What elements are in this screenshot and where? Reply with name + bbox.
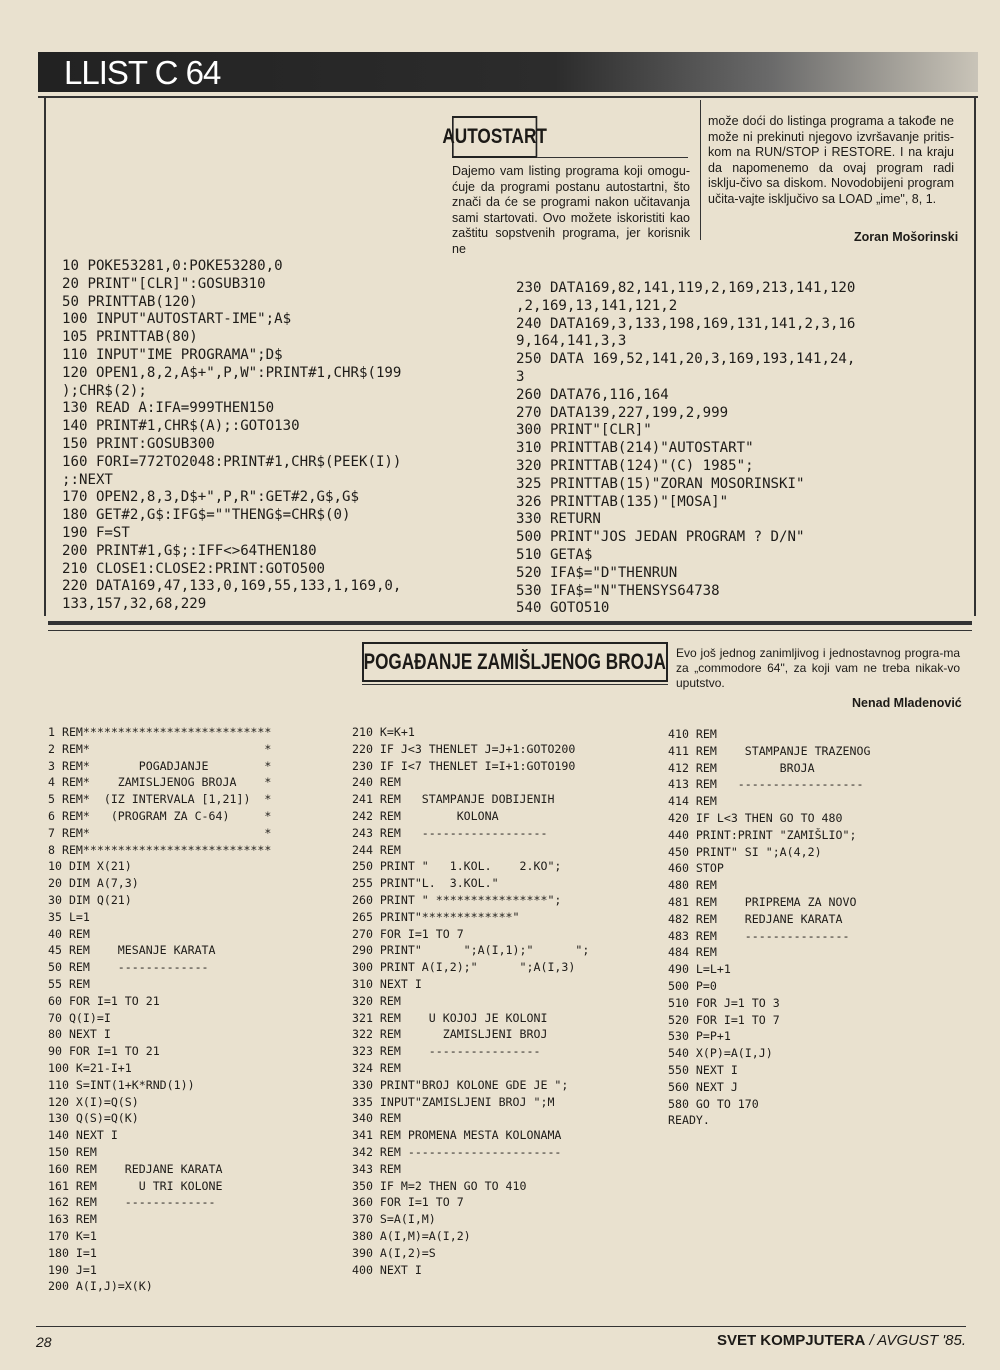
code-line: 520 FOR I=1 TO 7 <box>668 1012 780 1027</box>
code-line: 140 PRINT#1,CHR$(A);:GOTO130 <box>62 418 300 435</box>
autostart-author: Zoran Mošorinski <box>854 230 959 244</box>
code-line: 320 PRINTTAB(124)"(C) 1985"; <box>516 457 754 474</box>
code-line: 3 <box>516 368 525 385</box>
code-line: 420 IF L<3 THEN GO TO 480 <box>668 810 843 825</box>
code-line: 190 J=1 <box>48 1262 97 1277</box>
code-line: 323 REM ---------------- <box>352 1044 541 1059</box>
code-line: 410 REM <box>668 727 717 741</box>
magazine-issue: / AVGUST '85. <box>865 1332 966 1349</box>
code-line: 250 PRINT " 1.KOL. 2.KO"; <box>352 859 562 874</box>
code-line: 270 FOR I=1 TO 7 <box>352 926 464 941</box>
code-line: 244 REM <box>352 842 401 857</box>
code-line: 70 Q(I)=I <box>48 1010 111 1025</box>
code-line: 6 REM* (PROGRAM ZA C-64) * <box>48 808 272 823</box>
code-line: 200 A(I,J)=X(K) <box>48 1279 153 1294</box>
code-line: 161 REM U TRI KOLONE <box>48 1178 223 1193</box>
pogadjanje-headline-text: POGAĐANJE ZAMIŠLJENOG BROJA <box>363 649 667 674</box>
code-line: 4 REM* ZAMISLJENOG BROJA * <box>48 775 272 790</box>
code-line: 90 FOR I=1 TO 21 <box>48 1044 160 1059</box>
code-line: 170 K=1 <box>48 1228 97 1243</box>
code-line: 320 REM <box>352 993 401 1008</box>
code-line: 210 K=K+1 <box>352 725 415 739</box>
code-line: 326 PRINTTAB(135)"[MOSA]" <box>516 493 729 510</box>
code-line: 481 REM PRIPREMA ZA NOVO <box>668 894 857 909</box>
code-line: 413 REM ------------------ <box>668 777 864 792</box>
code-line: 50 REM ------------- <box>48 960 209 975</box>
code-line: 160 REM REDJANE KARATA <box>48 1161 223 1176</box>
code-line: 325 PRINTTAB(15)"ZORAN MOSORINSKI" <box>516 475 805 492</box>
code-line: 40 REM <box>48 926 90 941</box>
code-line: 241 REM STAMPANJE DOBIJENIH <box>352 792 555 807</box>
code-line: 482 REM REDJANE KARATA <box>668 911 843 926</box>
code-line: 290 PRINT" ";A(I,1);" "; <box>352 943 590 958</box>
code-line: 322 REM ZAMISLJENI BROJ <box>352 1027 548 1042</box>
code-line: 230 DATA169,82,141,119,2,169,213,141,120 <box>516 280 856 296</box>
magazine-footer <box>717 1332 966 1349</box>
code-line: 520 IFA$="D"THENRUN <box>516 564 678 581</box>
code-line: 150 PRINT:GOSUB300 <box>62 435 215 452</box>
code-line: 450 PRINT" SI ";A(4,2) <box>668 844 822 859</box>
right-frame-rule <box>974 96 976 616</box>
code-line: 8 REM*************************** <box>48 842 272 857</box>
code-line: 260 DATA76,116,164 <box>516 386 669 403</box>
code-line: 540 GOTO510 <box>516 600 610 617</box>
code-line: 110 INPUT"IME PROGRAMA";D$ <box>62 346 283 363</box>
code-line: 60 FOR I=1 TO 21 <box>48 993 160 1008</box>
code-line: 110 S=INT(1+K*RND(1)) <box>48 1077 195 1092</box>
autostart-column-rule <box>700 100 701 240</box>
autostart-headline: AUTOSTART <box>452 116 537 158</box>
code-line: 500 P=0 <box>668 978 717 993</box>
pogadjanje-headline-underline <box>362 684 668 685</box>
code-line: 220 IF J<3 THENLET J=J+1:GOTO200 <box>352 741 576 756</box>
code-line: 380 A(I,M)=A(I,2) <box>352 1228 471 1243</box>
code-line: 200 PRINT#1,G$;:IFF<>64THEN180 <box>62 542 317 559</box>
code-line: 210 CLOSE1:CLOSE2:PRINT:GOTO500 <box>62 560 326 577</box>
autostart-intro-left: Dajemo vam listing programa koji omogu-ćuje da programi postanu autostartni, što znači da će se programi nakon učitavanja sami startovati. Ovo možete iskoristiti kao zaštitu sopstvenih programa, jer korisnik ne <box>452 164 690 256</box>
autostart-intro-right: može doći do listinga programa a takođe ne može ni prekinuti njegovo izvršavanje pritis-kom na RUN/STOP i RESTORE. I na kraju da napomenemo da ovaj program radi isklju-čivo sa diskom. Novodobijeni program učita-vajte isključivo sa LOAD „ime", 8, 1. <box>708 114 954 206</box>
code-line: 350 IF M=2 THEN GO TO 410 <box>352 1178 527 1193</box>
code-line: 170 OPEN2,8,3,D$+",P,R":GET#2,G$,G$ <box>62 489 359 506</box>
code-line: 30 DIM Q(21) <box>48 892 132 907</box>
code-line: 540 X(P)=A(I,J) <box>668 1046 773 1061</box>
code-line: 130 Q(S)=Q(K) <box>48 1111 139 1126</box>
pogadjanje-headline <box>362 642 668 682</box>
pogadjanje-intro: Evo još jednog zanimljivog i jednostavnog progra-ma za „commodore 64", za koji vam ne treba nikak-vo uputstvo. <box>676 646 960 690</box>
code-line: 10 POKE53281,0:POKE53280,0 <box>62 258 283 274</box>
code-line: 55 REM <box>48 976 90 991</box>
code-line: 370 S=A(I,M) <box>352 1212 436 1227</box>
code-line: 255 PRINT"L. 3.KOL." <box>352 876 499 891</box>
code-line: 163 REM <box>48 1212 97 1227</box>
code-line: 530 P=P+1 <box>668 1029 731 1044</box>
code-line: 500 PRINT"JOS JEDAN PROGRAM ? D/N" <box>516 529 805 546</box>
code-line: 2 REM* * <box>48 741 272 756</box>
code-line: 343 REM <box>352 1161 401 1176</box>
autostart-code-left <box>62 258 401 614</box>
code-line: 341 REM PROMENA MESTA KOLONAMA <box>352 1128 562 1143</box>
code-line: 5 REM* (IZ INTERVALA [1,21]) * <box>48 792 272 807</box>
code-line: 360 FOR I=1 TO 7 <box>352 1195 464 1210</box>
code-line: 324 REM <box>352 1060 401 1075</box>
code-line: 240 REM <box>352 775 401 790</box>
code-line: 180 GET#2,G$:IFG$=""THENG$=CHR$(0) <box>62 507 351 524</box>
code-line: 180 I=1 <box>48 1245 97 1260</box>
code-line: 140 NEXT I <box>48 1128 118 1143</box>
code-line: 310 PRINTTAB(214)"AUTOSTART" <box>516 440 754 457</box>
footer-rule <box>36 1326 966 1327</box>
code-line: ;:NEXT <box>62 471 113 488</box>
code-line: 440 PRINT:PRINT "ZAMIŠLIO"; <box>668 827 857 842</box>
code-line: 100 INPUT"AUTOSTART-IME";A$ <box>62 311 292 328</box>
code-line: 490 L=L+1 <box>668 962 731 977</box>
code-line: 105 PRINTTAB(80) <box>62 329 198 346</box>
code-line: );CHR$(2); <box>62 382 147 399</box>
code-line: 243 REM ------------------ <box>352 825 548 840</box>
code-line: 412 REM BROJA <box>668 760 815 775</box>
code-line: 270 DATA139,227,199,2,999 <box>516 404 729 421</box>
code-line: 10 DIM X(21) <box>48 859 132 874</box>
code-line: 80 NEXT I <box>48 1027 111 1042</box>
code-line: 190 F=ST <box>62 524 130 541</box>
code-line: 162 REM ------------- <box>48 1195 216 1210</box>
pogadjanje-code-col3 <box>668 726 870 1129</box>
pogadjanje-code-col2 <box>352 724 589 1278</box>
code-line: 120 X(I)=Q(S) <box>48 1094 139 1109</box>
code-line: 260 PRINT " ****************"; <box>352 892 562 907</box>
magazine-name: SVET KOMPJUTERA <box>716 1332 866 1349</box>
code-line: 390 A(I,2)=S <box>352 1245 436 1260</box>
code-line: 484 REM <box>668 945 717 960</box>
section-divider-thin <box>48 630 972 631</box>
code-line: 510 GETA$ <box>516 546 593 563</box>
pogadjanje-code-col1 <box>48 724 271 1295</box>
code-line: 220 DATA169,47,133,0,169,55,133,1,169,0, <box>62 578 402 595</box>
autostart-code-right <box>516 280 855 618</box>
code-line: 411 REM STAMPANJE TRAZENOG <box>668 743 871 758</box>
header-divider <box>38 96 978 98</box>
code-line: 20 DIM A(7,3) <box>48 876 139 891</box>
code-line: 120 OPEN1,8,2,A$+",P,W":PRINT#1,CHR$(199 <box>62 364 402 381</box>
code-line: 100 K=21-I+1 <box>48 1060 132 1075</box>
code-line: 560 NEXT J <box>668 1079 738 1094</box>
code-line: 3 REM* POGADJANJE * <box>48 758 272 773</box>
left-frame-rule <box>44 96 46 616</box>
code-line: 240 DATA169,3,133,198,169,131,141,2,3,16 <box>516 315 856 332</box>
code-line: ,2,169,13,141,121,2 <box>516 297 678 314</box>
code-line: 45 REM MESANJE KARATA <box>48 943 216 958</box>
code-line: 7 REM* * <box>48 825 272 840</box>
code-line: 20 PRINT"[CLR]":GOSUB310 <box>62 275 266 292</box>
code-line: 321 REM U KOJOJ JE KOLONI <box>352 1010 548 1025</box>
code-line: 480 REM <box>668 878 717 893</box>
code-line: 160 FORI=772TO2048:PRINT#1,CHR$(PEEK(I)) <box>62 453 402 470</box>
code-line: 400 NEXT I <box>352 1262 422 1277</box>
code-line: 300 PRINT A(I,2);" ";A(I,3) <box>352 960 576 975</box>
code-line: READY. <box>668 1113 710 1128</box>
code-line: 1 REM*************************** <box>48 725 272 739</box>
code-line: 265 PRINT"*************" <box>352 909 520 924</box>
section-divider-thick <box>48 621 972 625</box>
pogadjanje-author: Nenad Mladenović <box>852 696 962 710</box>
code-line: 130 READ A:IFA=999THEN150 <box>62 400 275 417</box>
code-line: 35 L=1 <box>48 909 90 924</box>
code-line: 330 RETURN <box>516 511 601 528</box>
code-line: 335 INPUT"ZAMISLJENI BROJ ";M <box>352 1094 555 1109</box>
code-line: 530 IFA$="N"THENSYS64738 <box>516 582 720 599</box>
section-title: LLIST C 64 <box>64 54 221 91</box>
code-line: 483 REM --------------- <box>668 928 850 943</box>
code-line: 133,157,32,68,229 <box>62 596 207 613</box>
code-line: 460 STOP <box>668 861 724 876</box>
code-line: 414 REM <box>668 794 717 809</box>
code-line: 340 REM <box>352 1111 401 1126</box>
code-line: 342 REM ---------------------- <box>352 1144 562 1159</box>
code-line: 250 DATA 169,52,141,20,3,169,193,141,24, <box>516 351 856 368</box>
code-line: 330 PRINT"BROJ KOLONE GDE JE "; <box>352 1077 569 1092</box>
code-line: 300 PRINT"[CLR]" <box>516 422 652 439</box>
code-line: 50 PRINTTAB(120) <box>62 293 198 310</box>
code-line: 310 NEXT I <box>352 976 422 991</box>
code-line: 9,164,141,3,3 <box>516 333 627 350</box>
code-line: 510 FOR J=1 TO 3 <box>668 995 780 1010</box>
code-line: 580 GO TO 170 <box>668 1096 759 1111</box>
code-line: 550 NEXT I <box>668 1062 738 1077</box>
code-line: 230 IF I<7 THENLET I=I+1:GOTO190 <box>352 758 576 773</box>
code-line: 242 REM KOLONA <box>352 808 499 823</box>
code-line: 150 REM <box>48 1144 97 1159</box>
page-number: 28 <box>36 1334 52 1350</box>
